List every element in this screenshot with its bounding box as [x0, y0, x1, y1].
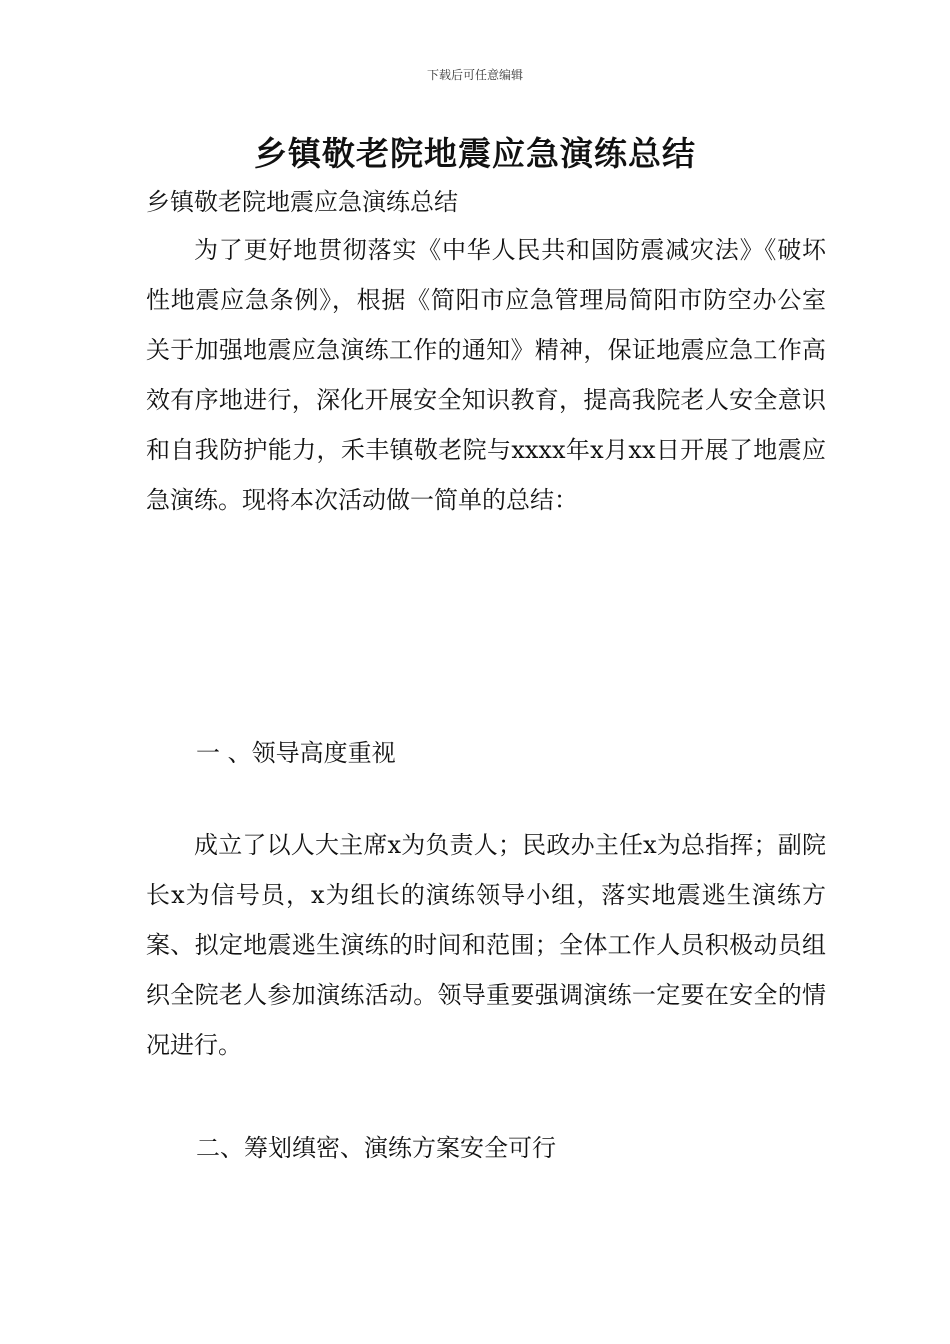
intro-paragraph: 为了更好地贯彻落实《中华人民共和国防震减灾法》《破坏性地震应急条例》，根据《简阳市应急管理局简阳市防空办公室关于加强地震应急演练工作的通知》精神，保证地震应急工作高效有序地进行，深化开展安全知识教育，提高我院老人安全意识和自我防护能力，禾丰镇敬老院与xxxx年x月xx日开展了地震应急演练。现将本次活动做一简单的总结： — [146, 236, 826, 514]
section-1-paragraph: 成立了以人大主席x为负责人；民政办主任x为总指挥；副院长x为信号员，x为组长的演练领导小组，落实地震逃生演练方案、拟定地震逃生演练的时间和范围；全体工作人员积极动员组织全院老人参加演练活动。领导重要强调演练一定要在安全的情况进行。 — [146, 831, 826, 1059]
document-subtitle: 乡镇敬老院地震应急演练总结 — [146, 188, 458, 216]
section-2-heading: 二、筹划缜密、演练方案安全可行 — [196, 1134, 556, 1162]
section-1-heading: 一 、领导高度重视 — [196, 739, 396, 767]
header-note: 下载后可任意编辑 — [426, 68, 523, 82]
document-title: 乡镇敬老院地震应急演练总结 — [254, 134, 696, 173]
